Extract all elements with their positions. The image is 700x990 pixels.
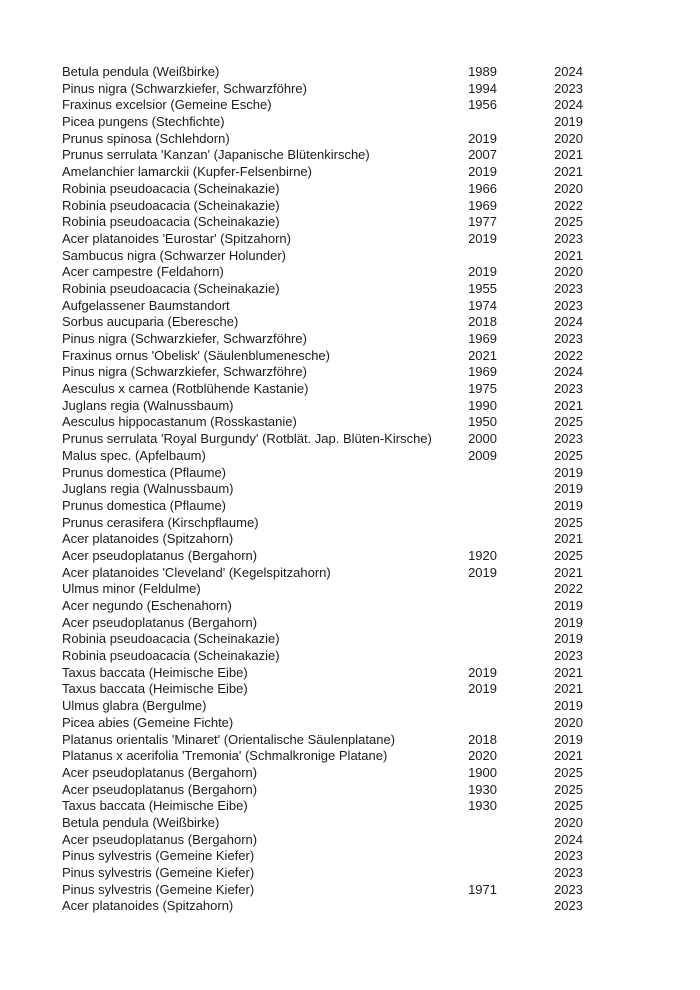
year2-cell: 2019 bbox=[554, 598, 583, 613]
year2-cell: 2025 bbox=[554, 414, 583, 430]
year1-cell: 1966 bbox=[468, 180, 497, 196]
species-name-cell: Amelanchier lamarckii (Kupfer-Felsenbirne) bbox=[62, 164, 312, 180]
species-name-cell: Prunus serrulata 'Kanzan' (Japanische Blütenkirsche) bbox=[62, 147, 370, 163]
year1-cell: 1930 bbox=[468, 798, 497, 814]
year2-cell: 2024 bbox=[554, 314, 583, 330]
table-row bbox=[62, 231, 583, 248]
year2-cell: 2019 bbox=[554, 731, 583, 747]
year2-cell: 2025 bbox=[554, 781, 583, 797]
species-name-cell: Fraxinus ornus 'Obelisk' (Säulenblumenesche) bbox=[62, 347, 330, 363]
year1-cell: 2019 bbox=[468, 130, 497, 146]
year1-cell: 2009 bbox=[468, 447, 497, 463]
year2-cell: 2021 bbox=[554, 681, 583, 697]
table-row bbox=[62, 181, 583, 198]
year2-cell: 2024 bbox=[554, 364, 583, 380]
table-row bbox=[62, 832, 583, 849]
year1-cell: 2019 bbox=[468, 230, 497, 246]
species-name-cell: Aufgelassener Baumstandort bbox=[62, 297, 230, 313]
year1-cell: 1920 bbox=[468, 547, 497, 563]
year2-cell: 2023 bbox=[554, 848, 583, 864]
species-name-cell: Ulmus minor (Feldulme) bbox=[62, 581, 201, 597]
table-row bbox=[62, 348, 583, 365]
table-row bbox=[62, 865, 583, 882]
year2-cell: 2019 bbox=[554, 464, 583, 480]
year2-cell: 2024 bbox=[554, 64, 583, 79]
species-name-cell: Taxus baccata (Heimische Eibe) bbox=[62, 798, 248, 814]
year2-cell: 2024 bbox=[554, 97, 583, 113]
species-name-cell: Acer platanoides (Spitzahorn) bbox=[62, 531, 234, 547]
species-name-cell: Prunus serrulata 'Royal Burgundy' (Rotblät. Jap. Blüten-Kirsche) bbox=[62, 431, 432, 447]
species-name-cell: Malus spec. (Apfelbaum) bbox=[62, 447, 206, 463]
table-row bbox=[62, 414, 583, 431]
table-row bbox=[62, 882, 583, 899]
species-name-cell: Robinia pseudoacacia (Scheinakazie) bbox=[62, 197, 280, 213]
year1-cell: 2019 bbox=[468, 681, 497, 697]
table-row bbox=[62, 698, 583, 715]
table-row bbox=[62, 581, 583, 598]
table-row bbox=[62, 848, 583, 865]
year1-cell: 1977 bbox=[468, 214, 497, 230]
table-row bbox=[62, 665, 583, 682]
table-row bbox=[62, 615, 583, 632]
species-name-cell: Robinia pseudoacacia (Scheinakazie) bbox=[62, 648, 280, 664]
year2-cell: 2023 bbox=[554, 865, 583, 880]
year1-cell: 2000 bbox=[468, 431, 497, 447]
year1-cell: 1930 bbox=[468, 781, 497, 797]
species-name-cell: Acer campestre (Feldahorn) bbox=[62, 264, 224, 280]
year2-cell: 2025 bbox=[554, 214, 583, 230]
year2-cell: 2022 bbox=[554, 347, 583, 363]
year1-cell: 1971 bbox=[468, 881, 497, 897]
year2-cell: 2020 bbox=[554, 264, 583, 280]
table-row bbox=[62, 765, 583, 782]
species-name-cell: Acer platanoides 'Eurostar' (Spitzahorn) bbox=[62, 230, 291, 246]
year2-cell: 2023 bbox=[554, 280, 583, 296]
species-name-cell: Taxus baccata (Heimische Eibe) bbox=[62, 664, 248, 680]
species-name-cell: Aesculus hippocastanum (Rosskastanie) bbox=[62, 414, 297, 430]
species-name-cell: Prunus cerasifera (Kirschpflaume) bbox=[62, 514, 259, 530]
species-name-cell: Betula pendula (Weißbirke) bbox=[62, 814, 220, 830]
species-name-cell: Pinus sylvestris (Gemeine Kiefer) bbox=[62, 848, 255, 864]
table-row bbox=[62, 548, 583, 565]
table-row bbox=[62, 898, 583, 915]
year1-cell: 2019 bbox=[468, 564, 497, 580]
table-row bbox=[62, 481, 583, 498]
year1-cell: 2021 bbox=[468, 347, 497, 363]
species-name-cell: Ulmus glabra (Bergulme) bbox=[62, 698, 207, 714]
table-row bbox=[62, 815, 583, 832]
table-row bbox=[62, 97, 583, 114]
year1-cell: 1950 bbox=[468, 414, 497, 430]
table-row bbox=[62, 281, 583, 298]
year1-cell: 1955 bbox=[468, 280, 497, 296]
year1-cell: 2018 bbox=[468, 731, 497, 747]
species-name-cell: Prunus domestica (Pflaume) bbox=[62, 464, 227, 480]
year2-cell: 2023 bbox=[554, 297, 583, 313]
year2-cell: 2023 bbox=[554, 381, 583, 397]
species-name-cell: Acer negundo (Eschenahorn) bbox=[62, 598, 232, 613]
species-name-cell: Acer pseudoplatanus (Bergahorn) bbox=[62, 831, 258, 847]
year2-cell: 2025 bbox=[554, 547, 583, 563]
year2-cell: 2025 bbox=[554, 764, 583, 780]
species-name-cell: Acer pseudoplatanus (Bergahorn) bbox=[62, 781, 258, 797]
year2-cell: 2023 bbox=[554, 80, 583, 96]
species-name-cell: Prunus domestica (Pflaume) bbox=[62, 497, 227, 513]
year1-cell: 1956 bbox=[468, 97, 497, 113]
species-name-cell: Robinia pseudoacacia (Scheinakazie) bbox=[62, 631, 280, 647]
species-name-cell: Acer platanoides (Spitzahorn) bbox=[62, 898, 234, 914]
species-name-cell: Aesculus x carnea (Rotblühende Kastanie) bbox=[62, 381, 309, 397]
table-row bbox=[62, 331, 583, 348]
year2-cell: 2019 bbox=[554, 614, 583, 630]
year2-cell: 2021 bbox=[554, 564, 583, 580]
species-name-cell: Taxus baccata (Heimische Eibe) bbox=[62, 681, 248, 697]
table-row bbox=[62, 715, 583, 732]
year1-cell: 2019 bbox=[468, 664, 497, 680]
year2-cell: 2020 bbox=[554, 714, 583, 730]
species-name-cell: Acer pseudoplatanus (Bergahorn) bbox=[62, 614, 258, 630]
year1-cell: 2019 bbox=[468, 264, 497, 280]
year2-cell: 2023 bbox=[554, 431, 583, 447]
year2-cell: 2023 bbox=[554, 648, 583, 664]
year2-cell: 2023 bbox=[554, 898, 583, 914]
year2-cell: 2021 bbox=[554, 664, 583, 680]
year2-cell: 2021 bbox=[554, 748, 583, 764]
species-name-cell: Acer platanoides 'Cleveland' (Kegelspitzahorn) bbox=[62, 564, 331, 580]
year2-cell: 2021 bbox=[554, 247, 583, 263]
table-row bbox=[62, 648, 583, 665]
year2-cell: 2020 bbox=[554, 130, 583, 146]
species-name-cell: Robinia pseudoacacia (Scheinakazie) bbox=[62, 180, 280, 196]
table-row bbox=[62, 631, 583, 648]
year1-cell: 1969 bbox=[468, 331, 497, 346]
year1-cell: 2007 bbox=[468, 147, 497, 163]
species-name-cell: Prunus spinosa (Schlehdorn) bbox=[62, 130, 230, 146]
table-row bbox=[62, 515, 583, 532]
table-row bbox=[62, 131, 583, 148]
table-row bbox=[62, 264, 583, 281]
year2-cell: 2019 bbox=[554, 631, 583, 647]
year1-cell: 1975 bbox=[468, 381, 497, 397]
table-row bbox=[62, 465, 583, 482]
table-row bbox=[62, 314, 583, 331]
table-row bbox=[62, 381, 583, 398]
table-row bbox=[62, 248, 583, 265]
year1-cell: 2018 bbox=[468, 314, 497, 330]
year2-cell: 2021 bbox=[554, 397, 583, 413]
table-row bbox=[62, 164, 583, 181]
species-name-cell: Picea abies (Gemeine Fichte) bbox=[62, 714, 234, 730]
species-name-cell: Pinus nigra (Schwarzkiefer, Schwarzföhre) bbox=[62, 364, 307, 380]
species-name-cell: Juglans regia (Walnussbaum) bbox=[62, 481, 234, 497]
year2-cell: 2023 bbox=[554, 230, 583, 246]
year2-cell: 2023 bbox=[554, 331, 583, 346]
year2-cell: 2020 bbox=[554, 180, 583, 196]
species-name-cell: Pinus sylvestris (Gemeine Kiefer) bbox=[62, 865, 255, 880]
table-row bbox=[62, 681, 583, 698]
year2-cell: 2023 bbox=[554, 881, 583, 897]
year1-cell: 1989 bbox=[468, 64, 497, 79]
year2-cell: 2022 bbox=[554, 197, 583, 213]
year1-cell: 1974 bbox=[468, 297, 497, 313]
table-row bbox=[62, 147, 583, 164]
table-row bbox=[62, 748, 583, 765]
table-row bbox=[62, 64, 583, 81]
year2-cell: 2019 bbox=[554, 481, 583, 497]
year2-cell: 2021 bbox=[554, 147, 583, 163]
year1-cell: 1900 bbox=[468, 764, 497, 780]
species-name-cell: Sambucus nigra (Schwarzer Holunder) bbox=[62, 247, 286, 263]
year1-cell: 1969 bbox=[468, 364, 497, 380]
table-row bbox=[62, 732, 583, 749]
table-row bbox=[62, 398, 583, 415]
species-name-cell: Juglans regia (Walnussbaum) bbox=[62, 397, 234, 413]
species-name-cell: Pinus nigra (Schwarzkiefer, Schwarzföhre) bbox=[62, 331, 307, 346]
table-row bbox=[62, 198, 583, 215]
species-name-cell: Picea pungens (Stechfichte) bbox=[62, 114, 225, 130]
table-row bbox=[62, 598, 583, 615]
species-name-cell: Acer pseudoplatanus (Bergahorn) bbox=[62, 547, 258, 563]
table-row bbox=[62, 498, 583, 515]
tree-table bbox=[62, 64, 583, 915]
year2-cell: 2025 bbox=[554, 447, 583, 463]
species-name-cell: Pinus sylvestris (Gemeine Kiefer) bbox=[62, 881, 255, 897]
year2-cell: 2021 bbox=[554, 531, 583, 547]
species-name-cell: Robinia pseudoacacia (Scheinakazie) bbox=[62, 214, 280, 230]
species-name-cell: Acer pseudoplatanus (Bergahorn) bbox=[62, 764, 258, 780]
table-row bbox=[62, 565, 583, 582]
species-name-cell: Fraxinus excelsior (Gemeine Esche) bbox=[62, 97, 272, 113]
table-row bbox=[62, 81, 583, 98]
table-row bbox=[62, 782, 583, 799]
year1-cell: 2020 bbox=[468, 748, 497, 764]
species-name-cell: Platanus x acerifolia 'Tremonia' (Schmalkronige Platane) bbox=[62, 748, 388, 764]
table-row bbox=[62, 431, 583, 448]
year2-cell: 2025 bbox=[554, 798, 583, 814]
table-row bbox=[62, 364, 583, 381]
table-row bbox=[62, 448, 583, 465]
species-name-cell: Platanus orientalis 'Minaret' (Orientalische Säulenplatane) bbox=[62, 731, 396, 747]
species-name-cell: Betula pendula (Weißbirke) bbox=[62, 64, 220, 79]
table-row bbox=[62, 114, 583, 131]
species-name-cell: Sorbus aucuparia (Eberesche) bbox=[62, 314, 239, 330]
year2-cell: 2019 bbox=[554, 497, 583, 513]
year2-cell: 2019 bbox=[554, 698, 583, 714]
species-name-cell: Robinia pseudoacacia (Scheinakazie) bbox=[62, 280, 280, 296]
year2-cell: 2024 bbox=[554, 831, 583, 847]
year1-cell: 1969 bbox=[468, 197, 497, 213]
year1-cell: 1994 bbox=[468, 80, 497, 96]
year2-cell: 2022 bbox=[554, 581, 583, 597]
species-name-cell: Pinus nigra (Schwarzkiefer, Schwarzföhre) bbox=[62, 80, 307, 96]
table-row bbox=[62, 531, 583, 548]
year1-cell: 2019 bbox=[468, 164, 497, 180]
year2-cell: 2025 bbox=[554, 514, 583, 530]
table-row bbox=[62, 798, 583, 815]
year1-cell: 1990 bbox=[468, 397, 497, 413]
table-row bbox=[62, 298, 583, 315]
year2-cell: 2019 bbox=[554, 114, 583, 130]
year2-cell: 2021 bbox=[554, 164, 583, 180]
table-row bbox=[62, 214, 583, 231]
year2-cell: 2020 bbox=[554, 814, 583, 830]
